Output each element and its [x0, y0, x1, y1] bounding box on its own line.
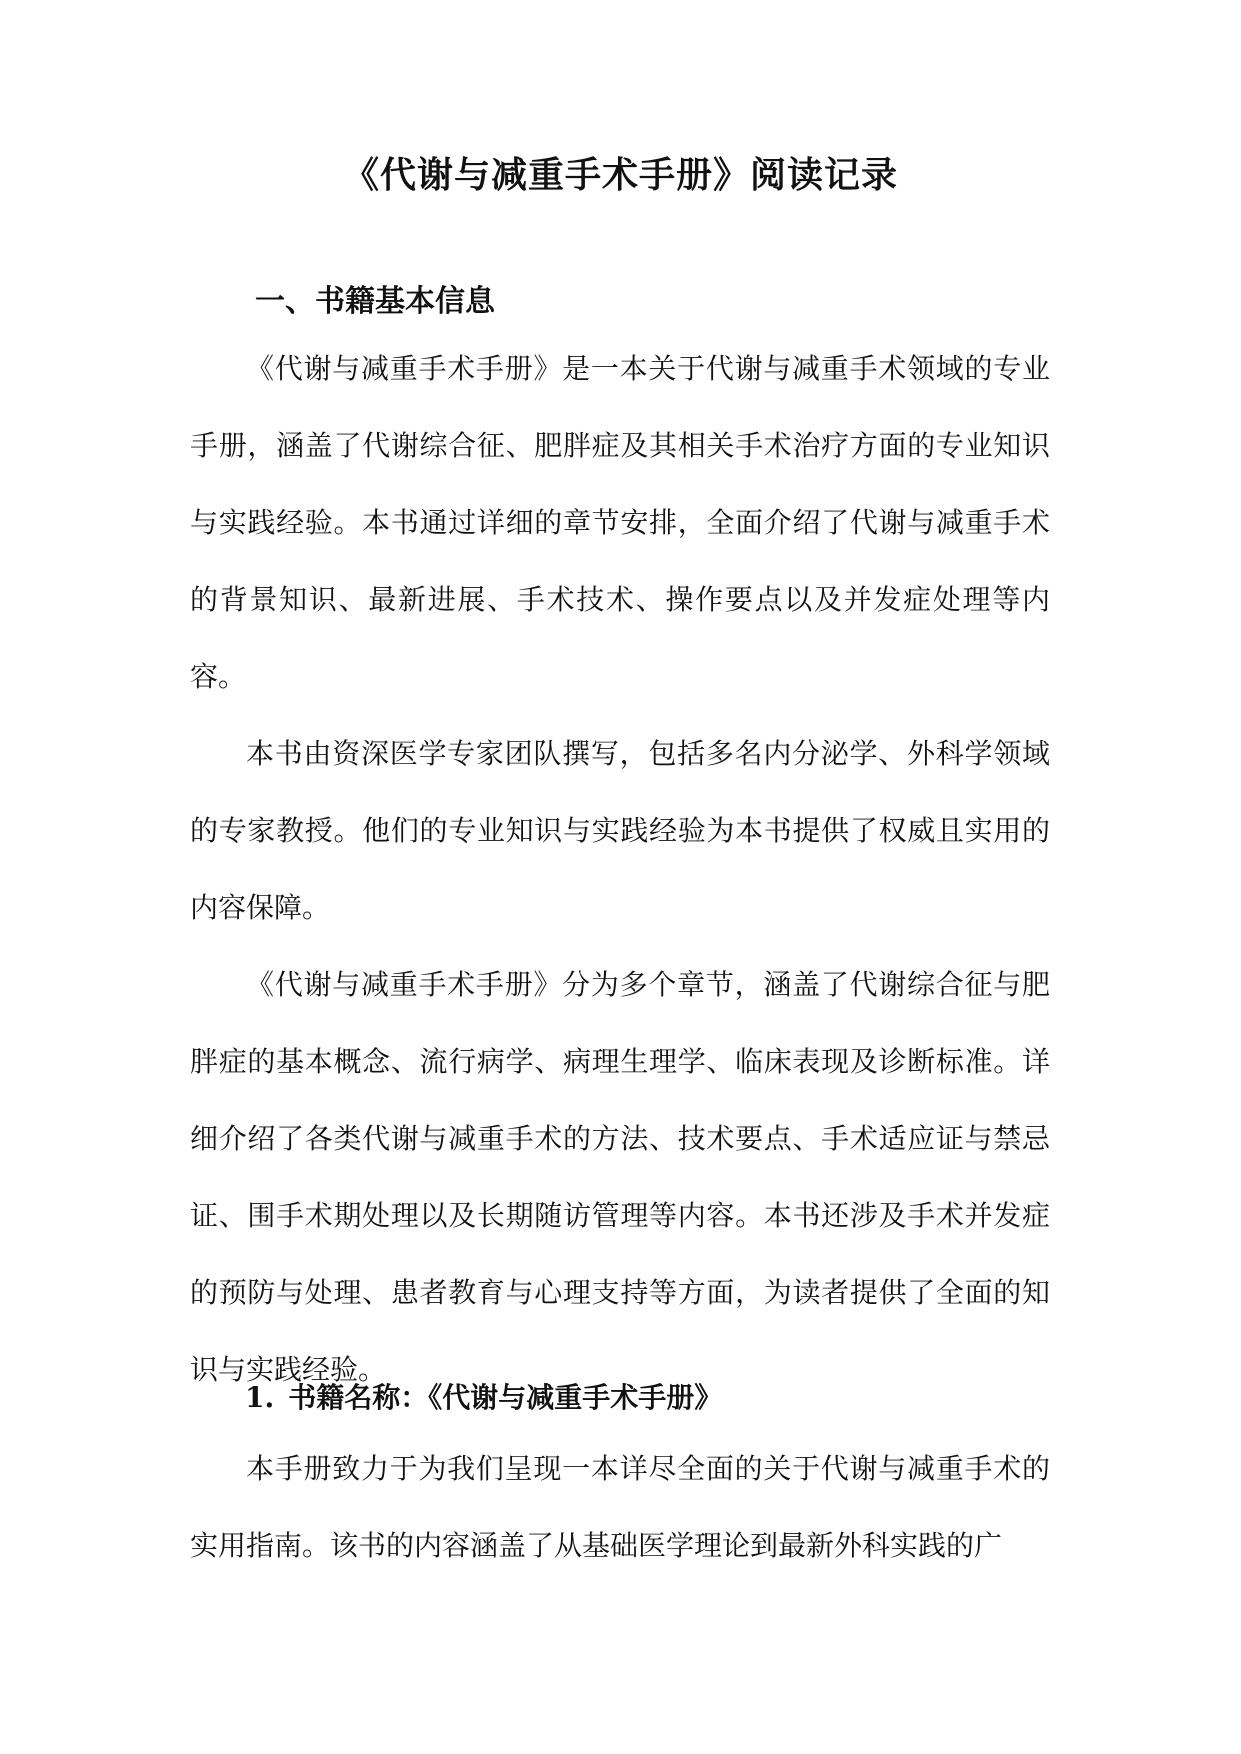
- paragraph: 本手册致力于为我们呈现一本详尽全面的关于代谢与减重手术的实用指南。该书的内容涵盖了从基础医学理论到最新外科实践的广: [190, 1452, 1050, 1562]
- subsection-heading-text: 书籍名称：《代谢与减重手术手册》: [288, 1381, 723, 1414]
- paragraph: 本书由资深医学专家团队撰写，包括多名内分泌学、外科学领域的专家教授。他们的专业知识与实践经验为本书提供了权威且实用的内容保障。: [190, 737, 1050, 924]
- document-title: 《代谢与减重手术手册》阅读记录: [342, 154, 898, 196]
- section-heading-basic-info: 一、书籍基本信息: [255, 284, 495, 319]
- paragraph: 《代谢与减重手术手册》是一本关于代谢与减重手术领域的专业手册，涵盖了代谢综合征、肥胖症及其相关手术治疗方面的专业知识与实践经验。本书通过详细的章节安排，全面介绍了代谢与减重手术的背景知识、最新进展、手术技术、操作要点以及并发症处理等内容。: [190, 352, 1050, 693]
- paragraph: 《代谢与减重手术手册》分为多个章节，涵盖了代谢综合征与肥胖症的基本概念、流行病学、病理生理学、临床表现及诊断标准。详细介绍了各类代谢与减重手术的方法、技术要点、手术适应证与禁忌证、围手术期处理以及长期随访管理等内容。本书还涉及手术并发症的预防与处理、患者教育与心理支持等方面，为读者提供了全面的知识与实践经验。: [190, 968, 1050, 1386]
- section-body-basic-info: [190, 330, 1050, 1408]
- subsection-body-book-name: [190, 1430, 1050, 1584]
- subsection-number: 1.: [245, 1381, 275, 1414]
- subsection-heading-book-name: [245, 1378, 722, 1418]
